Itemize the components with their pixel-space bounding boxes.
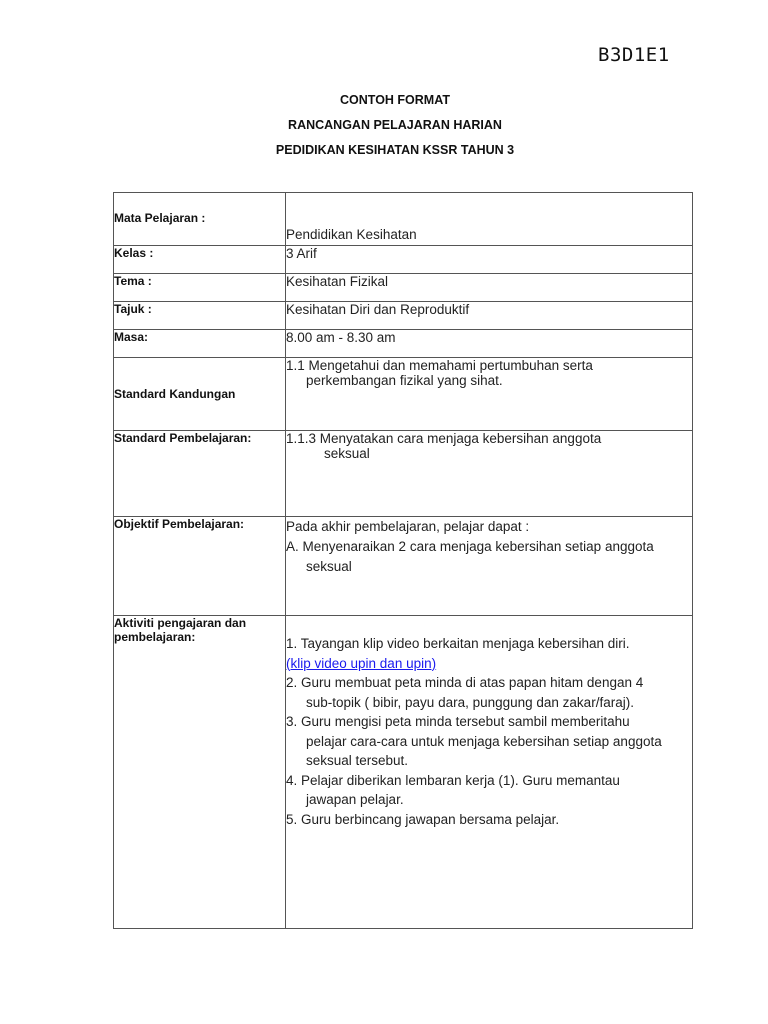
aktiviti-item-4 [286, 771, 692, 810]
aktiviti-item-2-line2: sub-topik ( bibir, payu dara, punggung dan zakar/faraj). [306, 694, 634, 710]
standard-kandungan-line2: perkembangan fizikal yang sihat. [306, 373, 503, 388]
label-standard-pembelajaran: Standard Pembelajaran: [114, 431, 286, 517]
aktiviti-item-3-line2: pelajar cara-cara untuk menjaga kebersihan setiap anggota [306, 733, 662, 749]
row-standard-pembelajaran [114, 431, 693, 517]
value-tema: Kesihatan Fizikal [286, 274, 693, 302]
document-code: B3D1E1 [598, 44, 670, 66]
value-mata-pelajaran: Pendidikan Kesihatan [286, 193, 693, 246]
row-tajuk [114, 302, 693, 330]
objektif-line1: A. Menyenaraikan 2 cara menjaga kebersihan setiap anggota [286, 539, 654, 554]
label-tajuk: Tajuk : [114, 302, 286, 330]
label-mata-pelajaran: Mata Pelajaran : [114, 193, 286, 246]
row-standard-kandungan [114, 358, 693, 431]
row-aktiviti [114, 616, 693, 929]
value-tajuk: Kesihatan Diri dan Reproduktif [286, 302, 693, 330]
objektif-line2: seksual [306, 559, 352, 574]
aktiviti-item-1: 1. Tayangan klip video berkaitan menjaga kebersihan diri. [286, 636, 630, 651]
aktiviti-item-2-line1: 2. Guru membuat peta minda di atas papan hitam dengan 4 [286, 675, 644, 690]
row-tema [114, 274, 693, 302]
aktiviti-item-5: 5. Guru berbincang jawapan bersama pelajar. [286, 811, 560, 827]
standard-pembelajaran-line1: 1.1.3 Menyatakan cara menjaga kebersihan anggota [286, 431, 602, 446]
label-masa: Masa: [114, 330, 286, 358]
label-aktiviti: Aktiviti pengajaran dan pembelajaran: [114, 616, 286, 929]
value-standard-pembelajaran [286, 431, 693, 517]
row-masa [114, 330, 693, 358]
aktiviti-item-4-line1: 4. Pelajar diberikan lembaran kerja (1). Guru memantau [286, 772, 620, 788]
heading-format: CONTOH FORMAT [340, 93, 450, 107]
lesson-plan-table [113, 192, 693, 929]
label-standard-kandungan: Standard Kandungan [114, 358, 286, 431]
value-kelas: 3 Arif [286, 246, 693, 274]
objektif-intro: Pada akhir pembelajaran, pelajar dapat : [286, 519, 530, 534]
value-standard-kandungan [286, 358, 693, 431]
aktiviti-item-3 [286, 712, 692, 771]
label-kelas: Kelas : [114, 246, 286, 274]
value-aktiviti [286, 616, 693, 929]
row-objektif [114, 517, 693, 616]
heading-subject: PEDIDIKAN KESIHATAN KSSR TAHUN 3 [275, 143, 515, 157]
aktiviti-item-4-line2: jawapan pelajar. [306, 792, 404, 807]
label-objektif: Objektif Pembelajaran: [114, 517, 286, 616]
video-link[interactable]: (klip video upin dan upin) [286, 655, 437, 671]
value-objektif [286, 517, 693, 616]
standard-pembelajaran-line2: seksual [324, 446, 370, 461]
aktiviti-item-3-line3: seksual tersebut. [306, 753, 409, 768]
label-tema: Tema : [114, 274, 286, 302]
aktiviti-item-3-line1: 3. Guru mengisi peta minda tersebut sambil memberitahu [286, 714, 630, 729]
row-mata-pelajaran [114, 193, 693, 246]
heading-title: RANCANGAN PELAJARAN HARIAN [288, 118, 502, 132]
value-masa: 8.00 am - 8.30 am [286, 330, 693, 358]
row-kelas [114, 246, 693, 274]
aktiviti-item-2 [286, 673, 692, 712]
standard-kandungan-line1: 1.1 Mengetahui dan memahami pertumbuhan serta [286, 358, 593, 373]
